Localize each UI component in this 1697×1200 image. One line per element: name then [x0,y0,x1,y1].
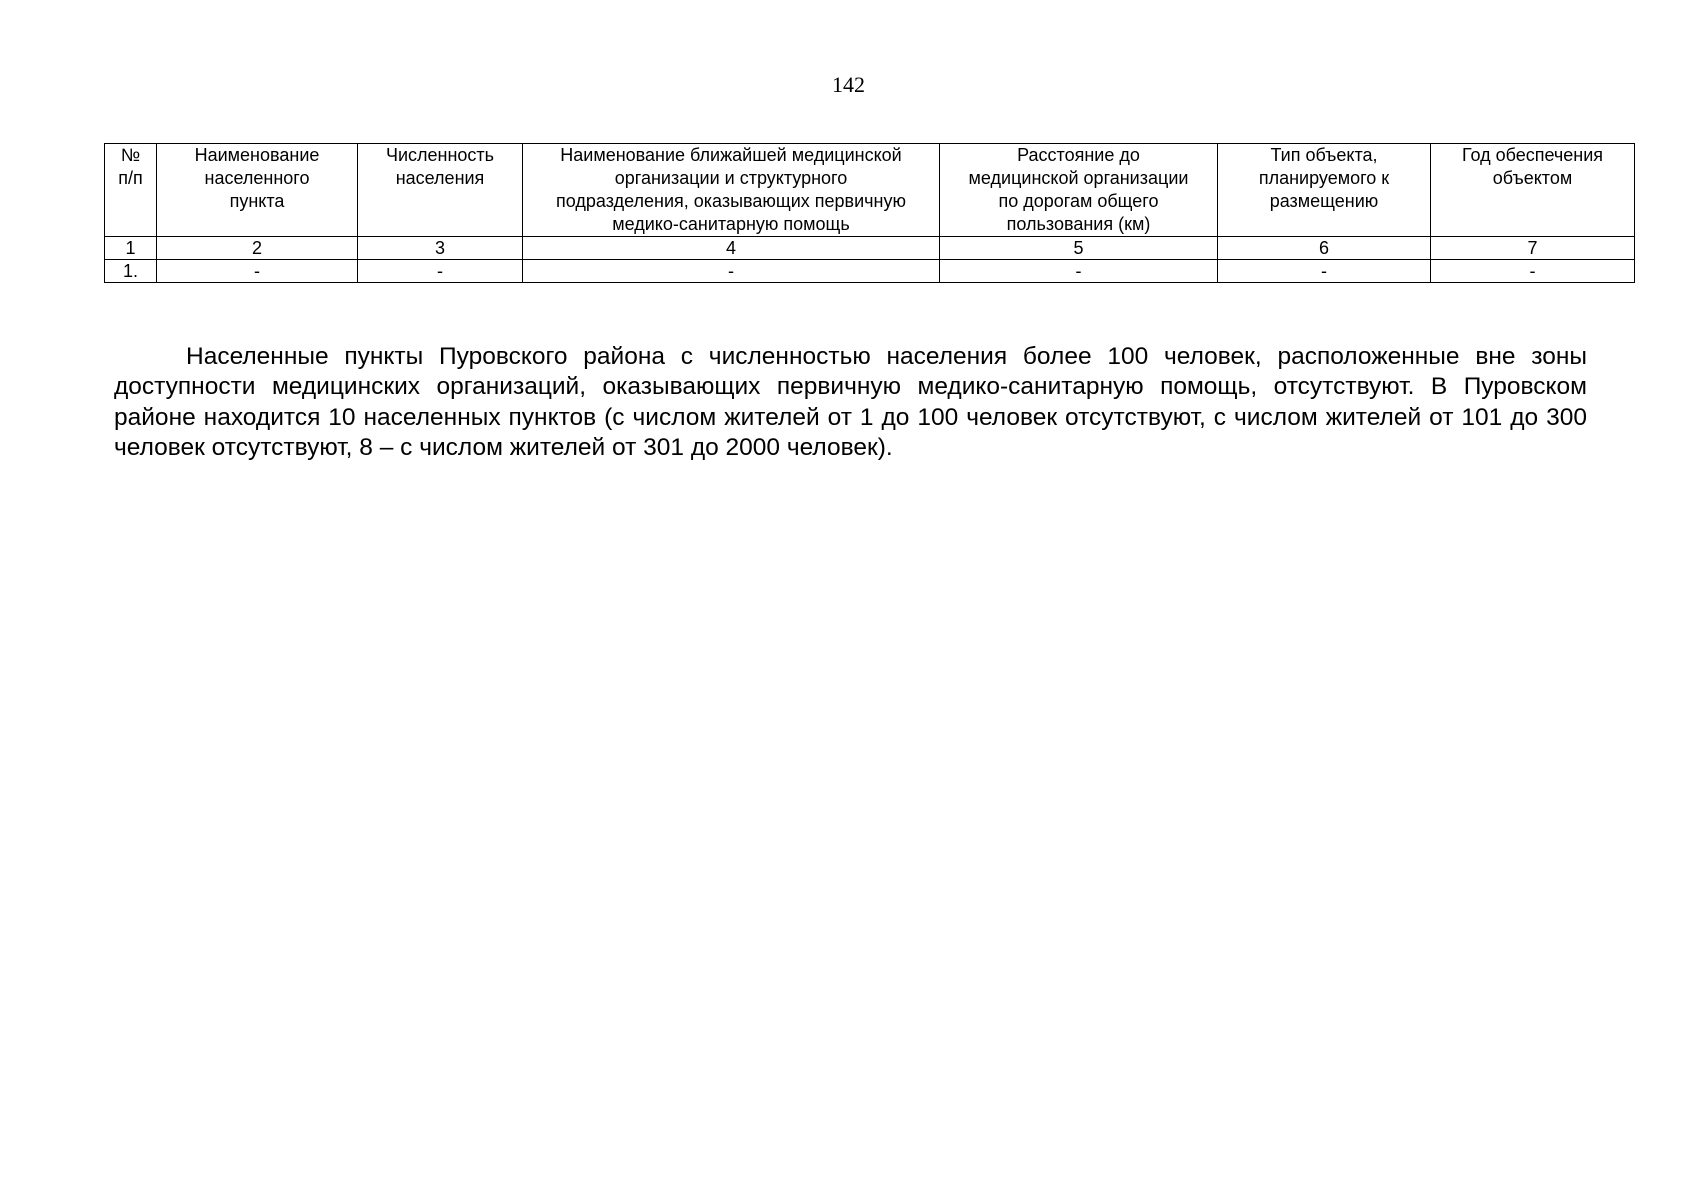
table-row [105,260,1635,283]
header-line: медицинской организации [968,168,1189,188]
header-line: планируемого к [1258,168,1390,188]
header-cell-distance [940,144,1218,237]
page-number: 142 [832,72,865,97]
header-line: медико-санитарную помощь [612,214,850,234]
header-cell-year [1431,144,1635,237]
header-line: пункта [229,191,285,211]
header-line: организации и структурного [614,168,848,188]
column-number-cell: 1 [105,237,157,260]
column-number-cell: 4 [523,237,940,260]
table-cell: - [358,260,523,283]
header-cell-population [358,144,523,237]
header-cell-settlement-name [157,144,358,237]
column-number-cell: 7 [1431,237,1635,260]
table-cell: - [940,260,1218,283]
settlements-table [104,143,1635,283]
header-line: Расстояние до [1017,145,1140,165]
header-line: Численность [385,145,495,165]
header-line: Наименование ближайшей медицинской [560,145,902,165]
header-line: Наименование [194,145,320,165]
table-cell: 1. [105,260,157,283]
header-line: Тип объекта, [1270,145,1378,165]
header-line: пользования (км) [1006,214,1151,234]
table-column-number-row [105,237,1635,260]
column-number-cell: 2 [157,237,358,260]
header-line: размещению [1269,191,1379,211]
header-line: населения [395,168,485,188]
column-number-cell: 6 [1218,237,1431,260]
header-line: населенного [204,168,310,188]
column-number-cell: 5 [940,237,1218,260]
header-line: Год обеспечения [1461,145,1604,165]
table-cell: - [1431,260,1635,283]
header-cell-object-type [1218,144,1431,237]
body-paragraph: Населенные пункты Пуровского района с численностью населения более 100 человек, расположенные вне зоны доступности медицинских организаций, оказывающих первичную медико-санитарную помощь, отсутствуют. В Пуровском районе находится 10 населенных пунктов (с числом жителей от 1 до 100 человек отсутствуют, с числом жителей от 101 до 300 человек отсутствуют, 8 – с числом жителей от 301 до 2000 человек). [114,342,1587,461]
header-line: № [120,145,141,165]
table-header-row [105,144,1635,237]
header-line: п/п [118,168,143,188]
column-number-cell: 3 [358,237,523,260]
header-line: подразделения, оказывающих первичную [556,191,906,211]
table-cell: - [523,260,940,283]
header-line: по дорогам общего [998,191,1159,211]
table-cell: - [1218,260,1431,283]
header-line: объектом [1492,168,1573,188]
header-cell-number [105,144,157,237]
table-cell: - [157,260,358,283]
header-cell-nearest-organization [523,144,940,237]
